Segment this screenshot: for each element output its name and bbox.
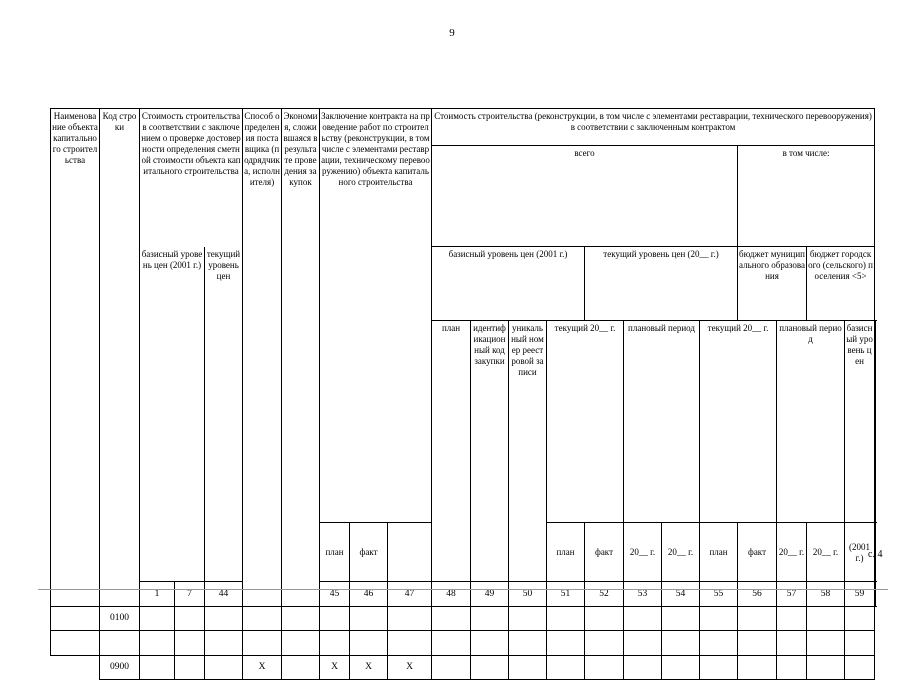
column-number: 44 [205,582,243,607]
header-planned-period: плановый период [624,321,700,523]
table-cell[interactable] [700,631,738,656]
table-cell[interactable] [140,631,175,656]
table-cell[interactable] [243,631,282,656]
footer-divider [38,589,888,590]
table-cell[interactable] [388,607,432,631]
column-number: 45 [320,582,350,607]
table-cell[interactable] [807,607,845,631]
table-cell[interactable] [662,631,700,656]
cell-name-empty [51,656,100,680]
header-fact: факт [738,523,777,582]
column-number: 7 [175,582,205,607]
column-number: 53 [624,582,662,607]
cell-code [100,631,140,656]
table-cell[interactable] [738,631,777,656]
table-cell[interactable] [282,656,320,680]
table-cell[interactable] [807,631,845,656]
table-cell[interactable] [547,607,585,631]
table-cell[interactable] [243,607,282,631]
header-plan: план [700,523,738,582]
table-cell[interactable] [471,607,509,631]
table-cell[interactable] [175,631,205,656]
header-current-20-short: текущий 20__ г. [700,321,777,523]
table-cell[interactable] [320,631,350,656]
column-number: 51 [547,582,585,607]
header-unique-number: уникальный номер реестровой записи [509,321,547,582]
header-including: в том числе: [738,146,875,247]
table-cell[interactable] [700,607,738,631]
table-cell[interactable]: X [388,656,432,680]
table-row [51,656,876,680]
column-number: 56 [738,582,777,607]
header-year-20: 20__ г. [662,523,700,582]
header-total: всего [432,146,738,247]
header-year-20: 20__ г. [624,523,662,582]
table-cell[interactable] [282,631,320,656]
table-cell[interactable] [777,656,807,680]
table-cell[interactable] [140,607,175,631]
header-contract-cost: Стоимость строительства (реконструкции, в том числе с элементами реставрации, технического перевооружения) в соответствии с заключенным контрактом [432,109,875,146]
table-cell[interactable] [738,607,777,631]
header-current-20-short: текущий 20__ г. [547,321,624,523]
header-plan: план [320,523,350,582]
column-number: 1 [140,582,175,607]
form-table [50,108,876,680]
table-cell[interactable] [205,631,243,656]
header-current-level: текущий уровень цен [205,247,243,582]
cell-code: 0100 [100,607,140,631]
table-cell[interactable] [624,607,662,631]
table-cell[interactable] [282,607,320,631]
header-fact: факт [585,523,624,582]
header-planned-period: плановый период [777,321,845,523]
table-cell[interactable] [175,607,205,631]
header-economy: Экономия, сложившаяся в результате проведения закупок [282,109,320,607]
table-cell[interactable] [509,607,547,631]
header-city: бюджет городского (сельского) поселения <5> [807,247,875,321]
table-cell[interactable]: X [243,656,282,680]
table-cell[interactable] [662,656,700,680]
column-number: 52 [585,582,624,607]
table-cell[interactable] [585,631,624,656]
table-cell[interactable] [845,607,875,631]
table-cell[interactable] [807,656,845,680]
header-municipal: бюджет муниципального образования [738,247,807,321]
table-cell[interactable]: X [320,656,350,680]
table-row [51,607,876,631]
table-cell[interactable] [509,631,547,656]
table-cell[interactable] [624,656,662,680]
table-cell[interactable] [175,656,205,680]
header-paren-2001: (2001 г.) [845,523,875,582]
header-code: Код строки [100,109,140,607]
footer-page-note: с. 4 [868,549,882,560]
table-cell[interactable] [205,607,243,631]
header-plan: план [547,523,585,582]
table-cell[interactable] [388,631,432,656]
table-cell[interactable] [624,631,662,656]
table-cell[interactable] [432,607,471,631]
cell-name[interactable] [51,607,100,631]
table-row [51,631,876,656]
table-cell[interactable] [845,656,875,680]
table-cell[interactable] [471,656,509,680]
column-number: 50 [509,582,547,607]
table-cell[interactable] [547,631,585,656]
table-cell[interactable] [432,656,471,680]
table-cell[interactable] [585,656,624,680]
header-method: Способ определения поставщика (подрядчика, исполнителя) [243,109,282,607]
column-number: 54 [662,582,700,607]
column-number: 55 [700,582,738,607]
table-cell[interactable] [432,631,471,656]
table-cell[interactable] [585,607,624,631]
column-number: 46 [350,582,388,607]
cell-name[interactable] [51,631,100,656]
header-current-20: текущий уровень цен (20__ г.) [585,247,738,321]
table-cell[interactable] [320,607,350,631]
table-cell[interactable] [738,656,777,680]
table-cell[interactable] [662,607,700,631]
column-number: 59 [845,582,875,607]
table-cell[interactable] [350,607,388,631]
header-base-2001: базисный уровень цен (2001 г.) [140,247,205,582]
table-cell[interactable] [509,656,547,680]
header-year-20: 20__ г. [777,523,807,582]
cell-code: 0900 [100,656,140,680]
table-cell[interactable] [350,631,388,656]
header-cost-verified: Стоимость строительства в соответствии с заключением о проверке достоверности определения сметной стоимости объекта капитального строительства [140,109,243,247]
header-year-20: 20__ г. [807,523,845,582]
header-identification-code: идентификационный код закупки [471,321,509,582]
page-number: 9 [0,27,904,39]
header-fact: факт [350,523,388,582]
table-cell[interactable] [845,631,875,656]
header-base-price-level: базисный уровень цен [845,321,875,523]
column-number: 58 [807,582,845,607]
table-cell[interactable]: X [350,656,388,680]
table-cell[interactable] [777,607,807,631]
header-plan: план [432,321,471,582]
table-cell[interactable] [140,656,175,680]
column-number: 49 [471,582,509,607]
column-number: 57 [777,582,807,607]
table-cell[interactable] [700,656,738,680]
header-contract: Заключение контракта на проведение работ по строительству (реконструкции, в том числе с элементами реставрации, техническому перевооружению) объекта капитального строительства [320,109,432,523]
table-cell[interactable] [471,631,509,656]
table-cell[interactable] [777,631,807,656]
header-base-2001-long: базисный уровень цен (2001 г.) [432,247,585,321]
table-cell[interactable] [547,656,585,680]
column-number: 48 [432,582,471,607]
header-empty [388,523,432,582]
column-numbers-row [51,582,876,607]
table-cell[interactable] [205,656,243,680]
column-number: 47 [388,582,432,607]
header-name: Наименование объекта капитального строительства [51,109,100,607]
